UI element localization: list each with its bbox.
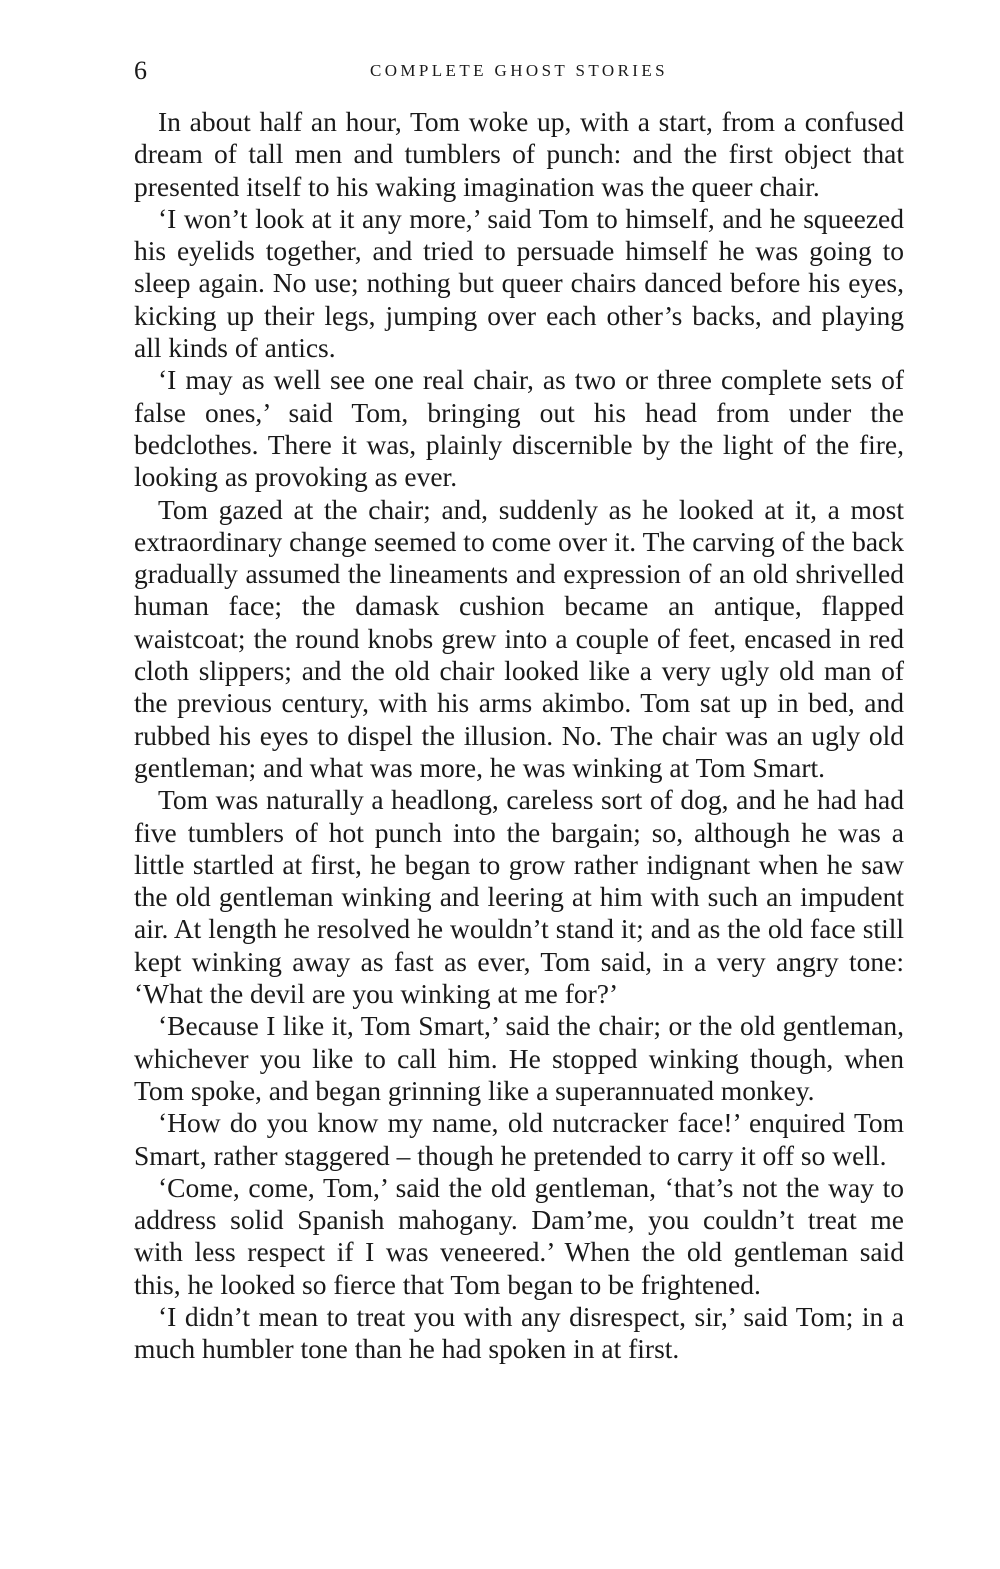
paragraph: ‘How do you know my name, old nutcracker face!’ enquired Tom Smart, rather staggered – though he pretended to carry it off so well. bbox=[134, 1107, 904, 1171]
paragraph: ‘I won’t look at it any more,’ said Tom to himself, and he squeezed his eyelids together, and tried to persuade himself he was going to sleep again. No use; nothing but queer chairs danced before his eyes, kicking up their legs, jumping over each other’s backs, and playing all kinds of antics. bbox=[134, 202, 904, 364]
paragraph: In about half an hour, Tom woke up, with a start, from a confused dream of tall men and tumblers of punch: and the first object that presented itself to his waking imagination was the queer chair. bbox=[134, 106, 904, 202]
paragraph: ‘I may as well see one real chair, as two or three complete sets of false ones,’ said Tom, bringing out his head from under the bedclothes. There it was, plainly discernible by the light of the fire, looking as provoking as ever. bbox=[134, 364, 904, 493]
paragraph: Tom gazed at the chair; and, suddenly as he looked at it, a most extraordinary change seemed to come over it. The carving of the back gradually assumed the lineaments and expression of an old shrivelled human face; the damask cushion became an antique, flapped waistcoat; the round knobs grew into a couple of feet, encased in red cloth slippers; and the old chair looked like a very ugly old man of the previous century, with his arms akimbo. Tom sat up in bed, and rubbed his eyes to dispel the illusion. No. The chair was an ugly old gentleman; and what was more, he was winking at Tom Smart. bbox=[134, 493, 904, 783]
paragraph: ‘I didn’t mean to treat you with any disrespect, sir,’ said Tom; in a much humbler tone than he had spoken in at first. bbox=[134, 1300, 904, 1365]
running-title: COMPLETE GHOST STORIES bbox=[369, 61, 669, 80]
page-number: 6 bbox=[134, 56, 147, 85]
body-text bbox=[134, 106, 904, 1366]
running-head bbox=[134, 56, 904, 86]
paragraph: ‘Come, come, Tom,’ said the old gentleman, ‘that’s not the way to address solid Spanish mahogany. Dam’me, you couldn’t treat me with less respect if I was veneered.’ When the old gentleman said this, he looked so fierce that Tom began to be frightened. bbox=[134, 1171, 904, 1300]
paragraph: Tom was naturally a headlong, careless sort of dog, and he had had five tumblers of hot punch into the bargain; so, although he was a little startled at first, he began to grow rather indignant when he saw the old gentleman winking and leering at him with such an impudent air. At length he resolved he wouldn’t stand it; and as the old face still kept winking away as fast as ever, Tom said, in a very angry tone: ‘What the devil are you winking at me for?’ bbox=[134, 784, 904, 1010]
paragraph: ‘Because I like it, Tom Smart,’ said the chair; or the old gentleman, whichever you like to call him. He stopped winking though, when Tom spoke, and began grinning like a superannuated monkey. bbox=[134, 1010, 904, 1106]
